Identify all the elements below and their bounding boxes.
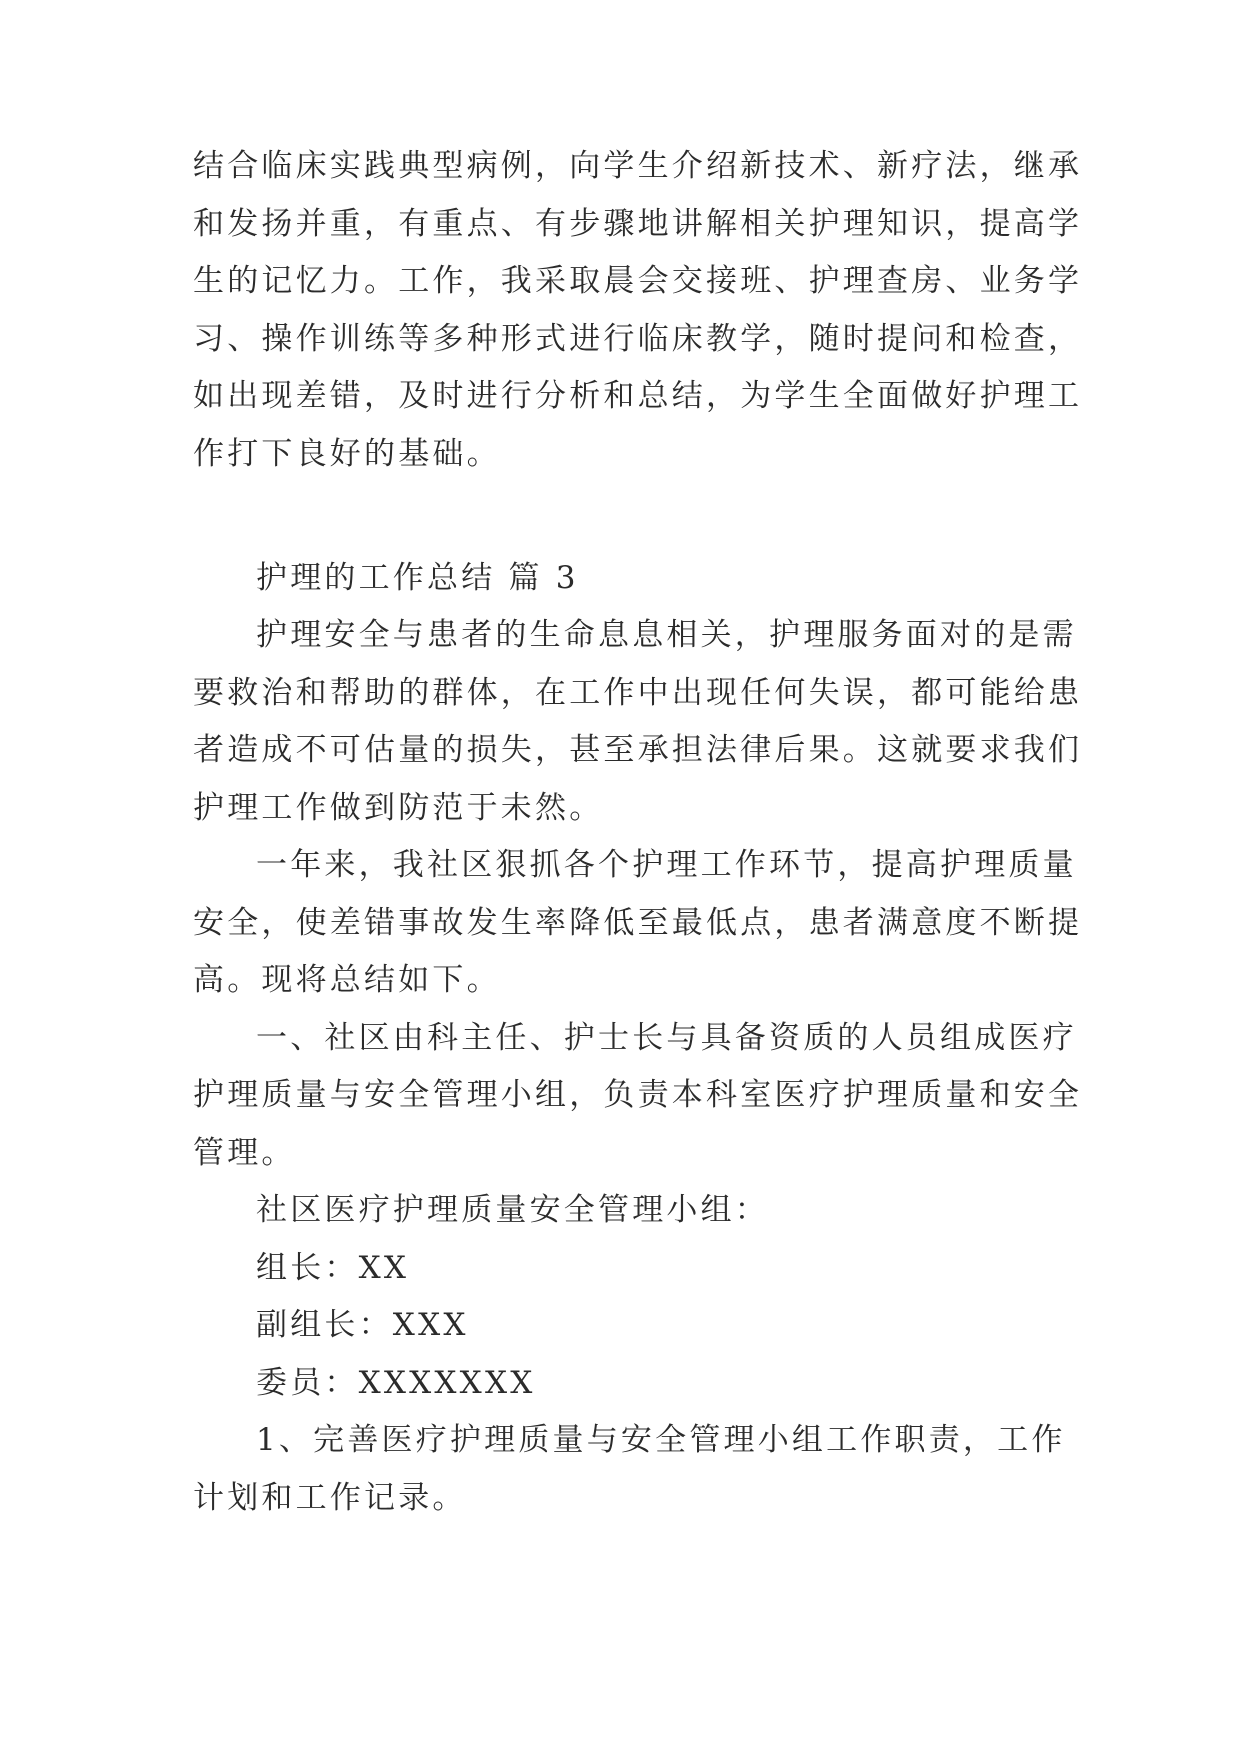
group-leader: 组长：XX [256, 1250, 410, 1286]
intro-line-4: 习、操作训练等多种形式进行临床教学，随时提问和检查， [193, 321, 1083, 357]
para1-line-2: 要救治和帮助的群体，在工作中出现任何失误，都可能给患 [193, 675, 1083, 711]
intro-line-6: 作打下良好的基础。 [193, 436, 501, 472]
para1-line-4: 护理工作做到防范于未然。 [193, 790, 604, 826]
group-title: 社区医疗护理质量安全管理小组： [256, 1192, 769, 1228]
para2-line-3: 高。现将总结如下。 [193, 962, 501, 998]
section-title: 护理的工作总结 篇 3 [256, 560, 579, 596]
item1-line-2: 计划和工作记录。 [193, 1480, 467, 1516]
intro-line-2: 和发扬并重，有重点、有步骤地讲解相关护理知识，提高学 [193, 206, 1083, 242]
para3-line-2: 护理质量与安全管理小组，负责本科室医疗护理质量和安全 [193, 1077, 1083, 1113]
para3-line-1: 一、社区由科主任、护士长与具备资质的人员组成医疗 [256, 1020, 1077, 1056]
group-deputy-leader: 副组长：XXX [256, 1307, 469, 1343]
para1-line-3: 者造成不可估量的损失，甚至承担法律后果。这就要求我们 [193, 732, 1083, 768]
para1-line-1: 护理安全与患者的生命息息相关，护理服务面对的是需 [256, 617, 1077, 653]
intro-line-1: 结合临床实践典型病例，向学生介绍新技术、新疗法，继承 [193, 148, 1083, 184]
para2-line-2: 安全，使差错事故发生率降低至最低点，患者满意度不断提 [193, 905, 1083, 941]
para3-line-3: 管理。 [193, 1135, 296, 1171]
item1-line-1: 1、完善医疗护理质量与安全管理小组工作职责，工作 [256, 1422, 1066, 1458]
intro-line-3: 生的记忆力。工作，我采取晨会交接班、护理查房、业务学 [193, 263, 1083, 299]
intro-line-5: 如出现差错，及时进行分析和总结，为学生全面做好护理工 [193, 378, 1083, 414]
para2-line-1: 一年来，我社区狠抓各个护理工作环节，提高护理质量 [256, 847, 1077, 883]
group-members: 委员：XXXXXXX [256, 1365, 536, 1401]
